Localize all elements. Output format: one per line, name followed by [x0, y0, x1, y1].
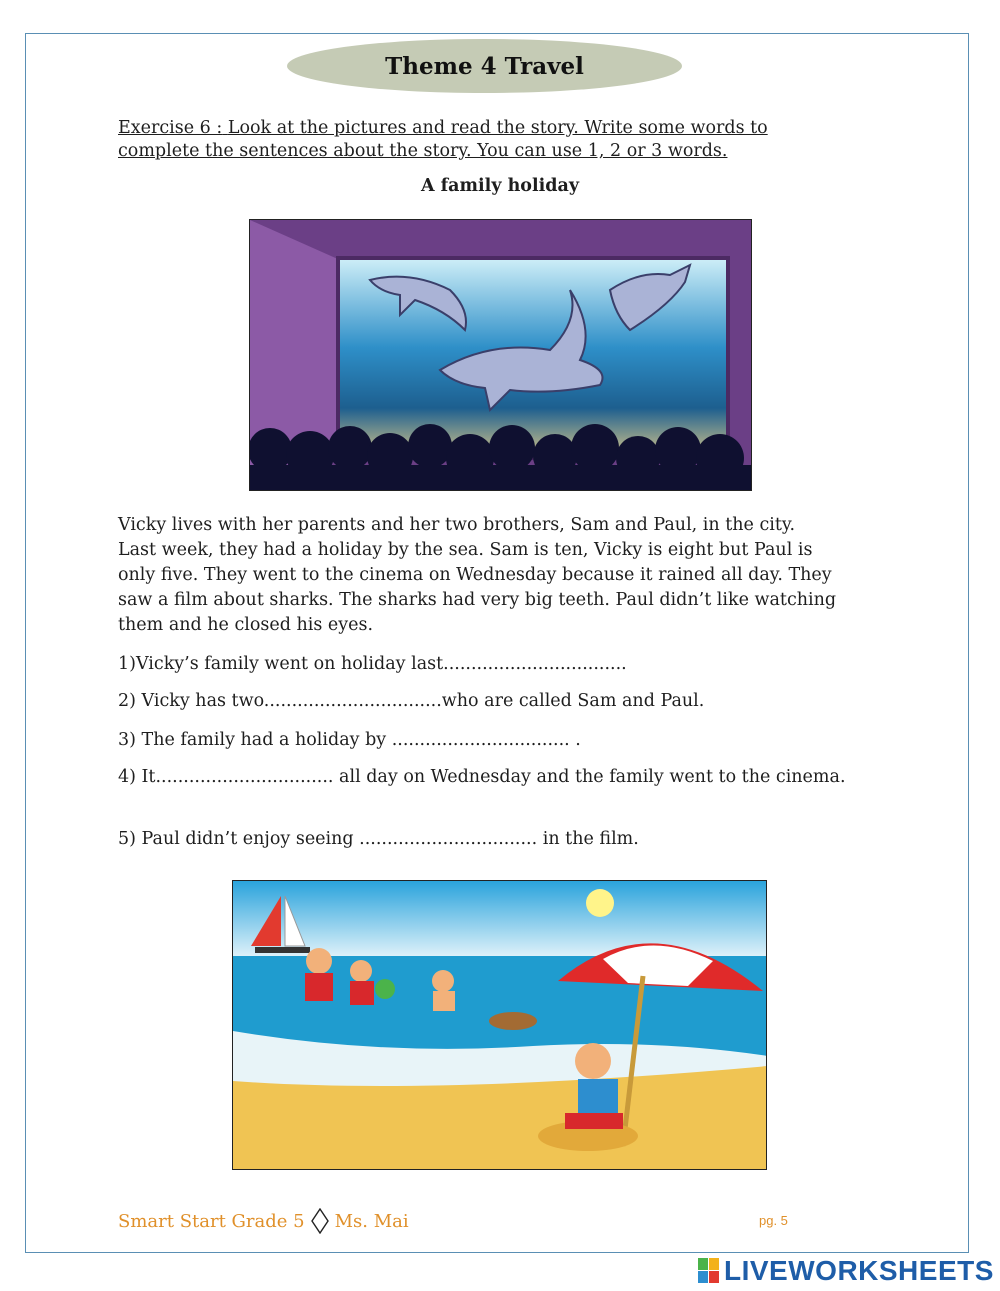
page-number: pg. 5 [759, 1213, 788, 1228]
footer-course: Smart Start Grade 5 [118, 1210, 305, 1232]
liveworksheets-wordmark: LIVEWORKSHEETS [724, 1255, 994, 1286]
sun-icon [586, 889, 614, 917]
footer-author: Ms. Mai [334, 1210, 409, 1232]
beach-picture [232, 880, 767, 1170]
exercise-label: Exercise 6 : [118, 118, 223, 138]
cinema-picture [249, 219, 752, 491]
diamond-icon [311, 1208, 329, 1234]
story-title: A family holiday [420, 176, 580, 196]
liveworksheets-logo [698, 1254, 994, 1288]
question-1: 1)Vicky’s family went on holiday last................................. [118, 654, 627, 674]
logo-blocks-icon [698, 1258, 720, 1284]
theme-title: Theme 4 Travel [287, 39, 682, 93]
question-3: 3) The family had a holiday by ................................ . [118, 730, 581, 750]
story-text: Vicky lives with her parents and her two brothers, Sam and Paul, in the city. Last week, they had a holiday by the sea. Sam is ten, Vicky is eight but Paul is only five. They went to the cinema on Wednesday because it rained all day. They saw a film about sharks. The sharks had very big teeth. Paul didn’t like watching them and he closed his eyes. [118, 515, 837, 635]
exercise-text: Look at the pictures and read the story. Write some words to complete the sentences about the story. You can use 1, 2 or 3 words. [118, 118, 768, 161]
question-2: 2) Vicky has two................................who are called Sam and Paul. [118, 691, 705, 711]
question-4: 4) It................................ all day on Wednesday and the family went to the cinema. [118, 767, 846, 787]
question-5: 5) Paul didn’t enjoy seeing ................................ in the film. [118, 829, 639, 849]
exercise-instructions [118, 117, 838, 163]
footer-credit [118, 1208, 409, 1234]
